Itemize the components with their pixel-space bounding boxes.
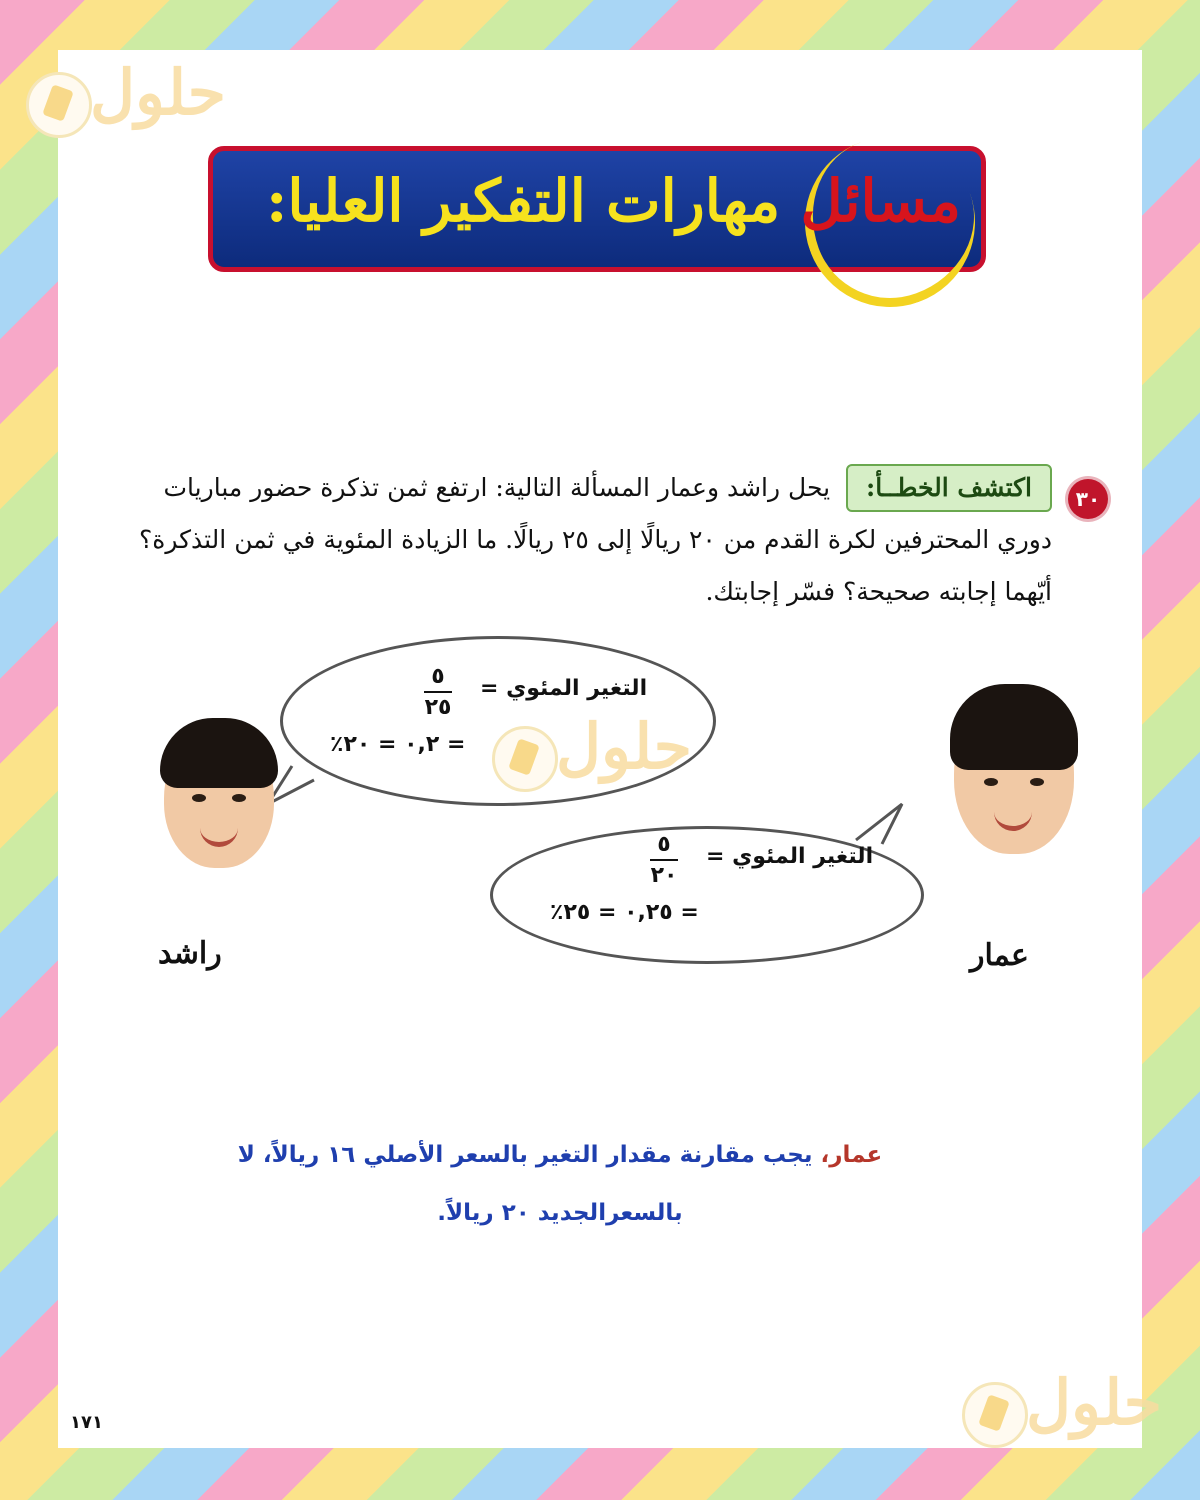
rashid-name: راشد	[158, 936, 222, 971]
logo-coin-icon	[26, 72, 92, 138]
banner-title-part1: مسائل	[800, 167, 961, 235]
eye	[984, 778, 998, 786]
rashid-label: التغير المئوي =	[480, 676, 648, 701]
answer-line-1-text: يجب مقارنة مقدار التغير بالسعر الأصلي ١٦ ريالاً، لا	[237, 1142, 813, 1168]
fraction-bar	[424, 691, 452, 693]
logo-coin-icon	[492, 726, 558, 792]
problem-number-badge: ٣٠	[1068, 479, 1108, 519]
rashid-numerator: ٥	[431, 664, 445, 689]
ammar-name: عمار	[970, 938, 1029, 973]
answer-line-2: بالسعرالجديد ٢٠ ريالاً.	[437, 1200, 683, 1226]
watermark-logo-bottom	[962, 1366, 1162, 1452]
rashid-denominator: ٢٥	[424, 695, 452, 720]
answer-line-1	[180, 1126, 940, 1184]
problem-statement	[112, 462, 1052, 618]
ammar-avatar	[954, 694, 1074, 854]
find-error-label: اكتشف الخطــأ:	[846, 464, 1052, 512]
answer-text	[180, 1126, 940, 1242]
rashid-result: = ٠,٢ = ٢٠٪	[330, 732, 466, 757]
problem-text: يحل راشد وعمار المسألة التالية: ارتفع ثمن تذكرة حضور مباريات دوري المحترفين لكرة القدم من ٢٠ ريالًا إلى ٢٥ ريالًا. ما الزيادة المئوية في ثمن التذكرة؟ أيّهما إجابته صحيحة؟ فسّر إجابتك.	[138, 473, 1052, 606]
eye	[232, 794, 246, 802]
mouth	[994, 812, 1032, 831]
eye	[1030, 778, 1044, 786]
ammar-fraction	[646, 832, 682, 888]
rashid-fraction	[420, 664, 456, 720]
ammar-result: = ٠,٢٥ = ٢٥٪	[550, 900, 699, 925]
ammar-label: التغير المئوي =	[706, 844, 874, 869]
logo-text: حلول	[90, 56, 226, 129]
fraction-bar	[650, 859, 678, 861]
logo-coin-icon	[962, 1382, 1028, 1448]
ammar-numerator: ٥	[657, 832, 671, 857]
watermark-logo-top	[26, 56, 226, 142]
answer-who: عمار،	[820, 1142, 883, 1168]
hair	[950, 684, 1078, 770]
mouth	[200, 828, 238, 847]
logo-text: حلول	[556, 710, 692, 783]
section-banner	[208, 146, 986, 272]
page-number: ١٧١	[70, 1412, 103, 1433]
banner-title	[266, 167, 961, 235]
logo-text: حلول	[1026, 1366, 1162, 1439]
ammar-bubble-tail	[846, 800, 906, 850]
banner-title-part2: مهارات التفكير العليا:	[265, 167, 781, 235]
eye	[192, 794, 206, 802]
ammar-denominator: ٢٠	[650, 863, 678, 888]
watermark-logo-middle	[492, 710, 692, 796]
rashid-avatar	[164, 728, 274, 868]
